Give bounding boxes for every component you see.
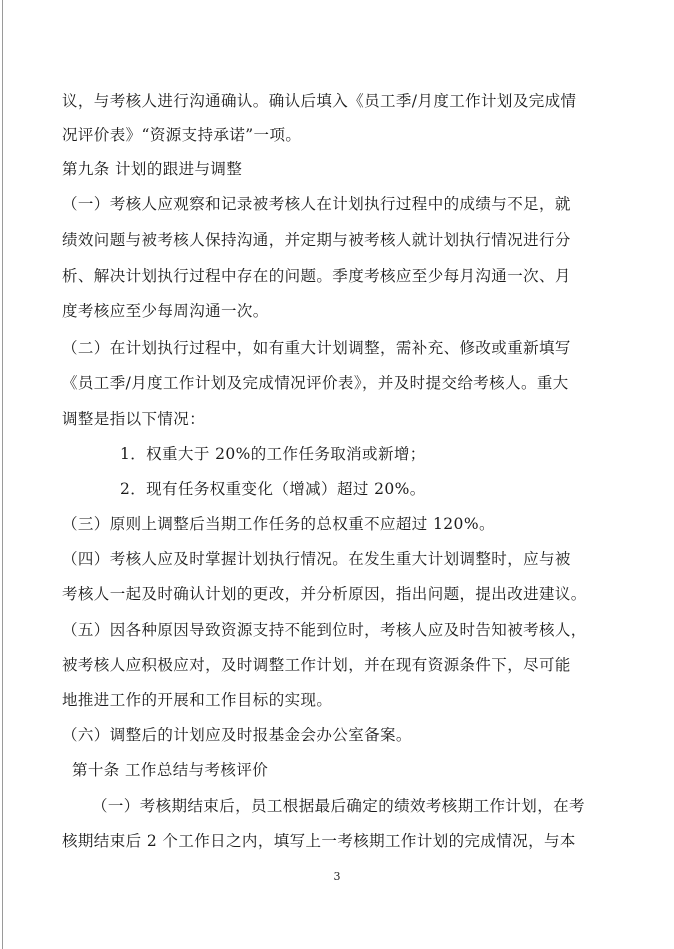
- body-line: 考核人一起及时确认计划的更改，并分析原因，指出问题，提出改进建议。: [62, 585, 587, 603]
- article-heading-10: 第十条 工作总结与考核评价: [72, 761, 269, 779]
- list-item: 2．现有任务权重变化（增减）超过 20%。: [120, 480, 426, 498]
- body-line: （六）调整后的计划应及时报基金会办公室备案。: [62, 726, 412, 744]
- list-item: 1．权重大于 20%的工作任务取消或新增；: [120, 445, 426, 463]
- body-line: （一）考核人应观察和记录被考核人在计划执行过程中的成绩与不足，就: [62, 195, 571, 213]
- body-line: 地推进工作的开展和工作目标的实现。: [62, 691, 333, 709]
- body-line: （五）因各种原因导致资源支持不能到位时，考核人应及时告知被考核人，: [62, 621, 587, 639]
- body-line: 《员工季/月度工作计划及完成情况评价表》，并及时提交给考核人。重大: [62, 374, 569, 392]
- body-line: 绩效问题与被考核人保持沟通，并定期与被考核人就计划执行情况进行分: [62, 231, 571, 249]
- body-line: 调整是指以下情况：: [62, 410, 206, 428]
- body-line: 析、解决计划执行过程中存在的问题。季度考核应至少每月沟通一次、月: [62, 267, 571, 285]
- body-line: 核期结束后 2 个工作日之内，填写上一考核期工作计划的完成情况，与本: [62, 832, 576, 850]
- article-heading-9: 第九条 计划的跟进与调整: [62, 160, 243, 178]
- body-line: （一）考核期结束后，员工根据最后确定的绩效考核期工作计划，在考: [92, 797, 585, 815]
- page-left-border: [2, 0, 3, 949]
- body-line: 况评价表》“资源支持承诺”一项。: [62, 126, 302, 144]
- body-line: 度考核应至少每周沟通一次。: [62, 302, 269, 320]
- body-line: （四）考核人应及时掌握计划执行情况。在发生重大计划调整时，应与被: [62, 550, 571, 568]
- body-line: 被考核人应积极应对，及时调整工作计划，并在现有资源条件下，尽可能: [62, 656, 571, 674]
- body-line: （三）原则上调整后当期工作任务的总权重不应超过 120%。: [62, 515, 495, 533]
- body-line: （二）在计划执行过程中，如有重大计划调整，需补充、修改或重新填写: [62, 339, 571, 357]
- page-number: 3: [333, 870, 341, 883]
- body-line: 议，与考核人进行沟通确认。确认后填入《员工季/月度工作计划及完成情: [62, 92, 577, 110]
